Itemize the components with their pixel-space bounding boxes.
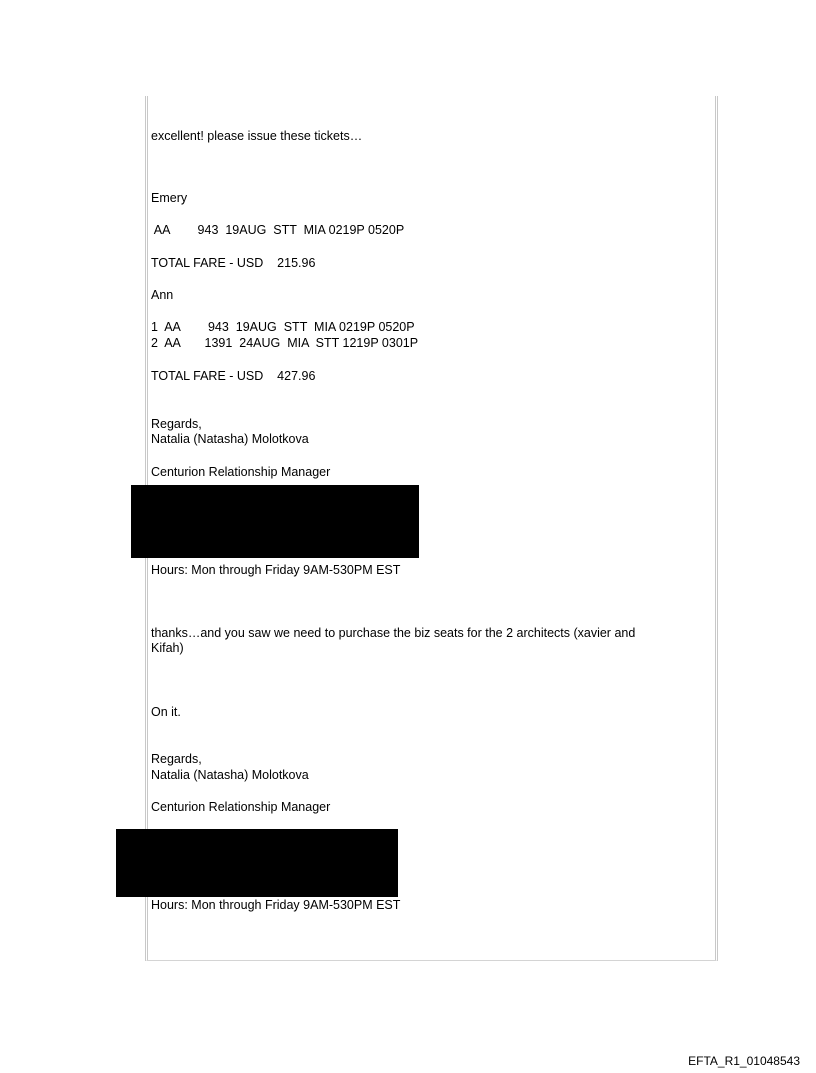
passenger-name: Ann [151,288,174,302]
passenger-name: Emery [151,191,188,205]
total-fare: TOTAL FARE - USD 427.96 [151,369,316,383]
message-body: On it. [151,705,181,719]
flight-line: 2 AA 1391 24AUG MIA STT 1219P 0301P [151,336,419,350]
signature-name: Natalia (Natasha) Molotkova [151,768,309,782]
message-body: thanks…and you saw we need to purchase the biz seats for the 2 architects (xavier and [151,626,636,640]
flight-line: AA 943 19AUG STT MIA 0219P 0520P [151,223,405,237]
signature-hours: Hours: Mon through Friday 9AM-530PM EST [151,898,401,912]
signature-regards: Regards, [151,417,202,431]
signature-hours: Hours: Mon through Friday 9AM-530PM EST [151,563,401,577]
message-body: excellent! please issue these tickets… [151,129,363,143]
signature-title: Centurion Relationship Manager [151,465,331,479]
document-id: EFTA_R1_01048543 [688,1054,800,1068]
total-fare: TOTAL FARE - USD 215.96 [151,256,316,270]
redaction-block [116,829,398,897]
redaction-block [131,485,419,558]
flight-line: 1 AA 943 19AUG STT MIA 0219P 0520P [151,320,415,334]
signature-title: Centurion Relationship Manager [151,800,331,814]
signature-name: Natalia (Natasha) Molotkova [151,432,309,446]
signature-regards: Regards, [151,752,202,766]
message-body: Kifah) [151,641,184,655]
